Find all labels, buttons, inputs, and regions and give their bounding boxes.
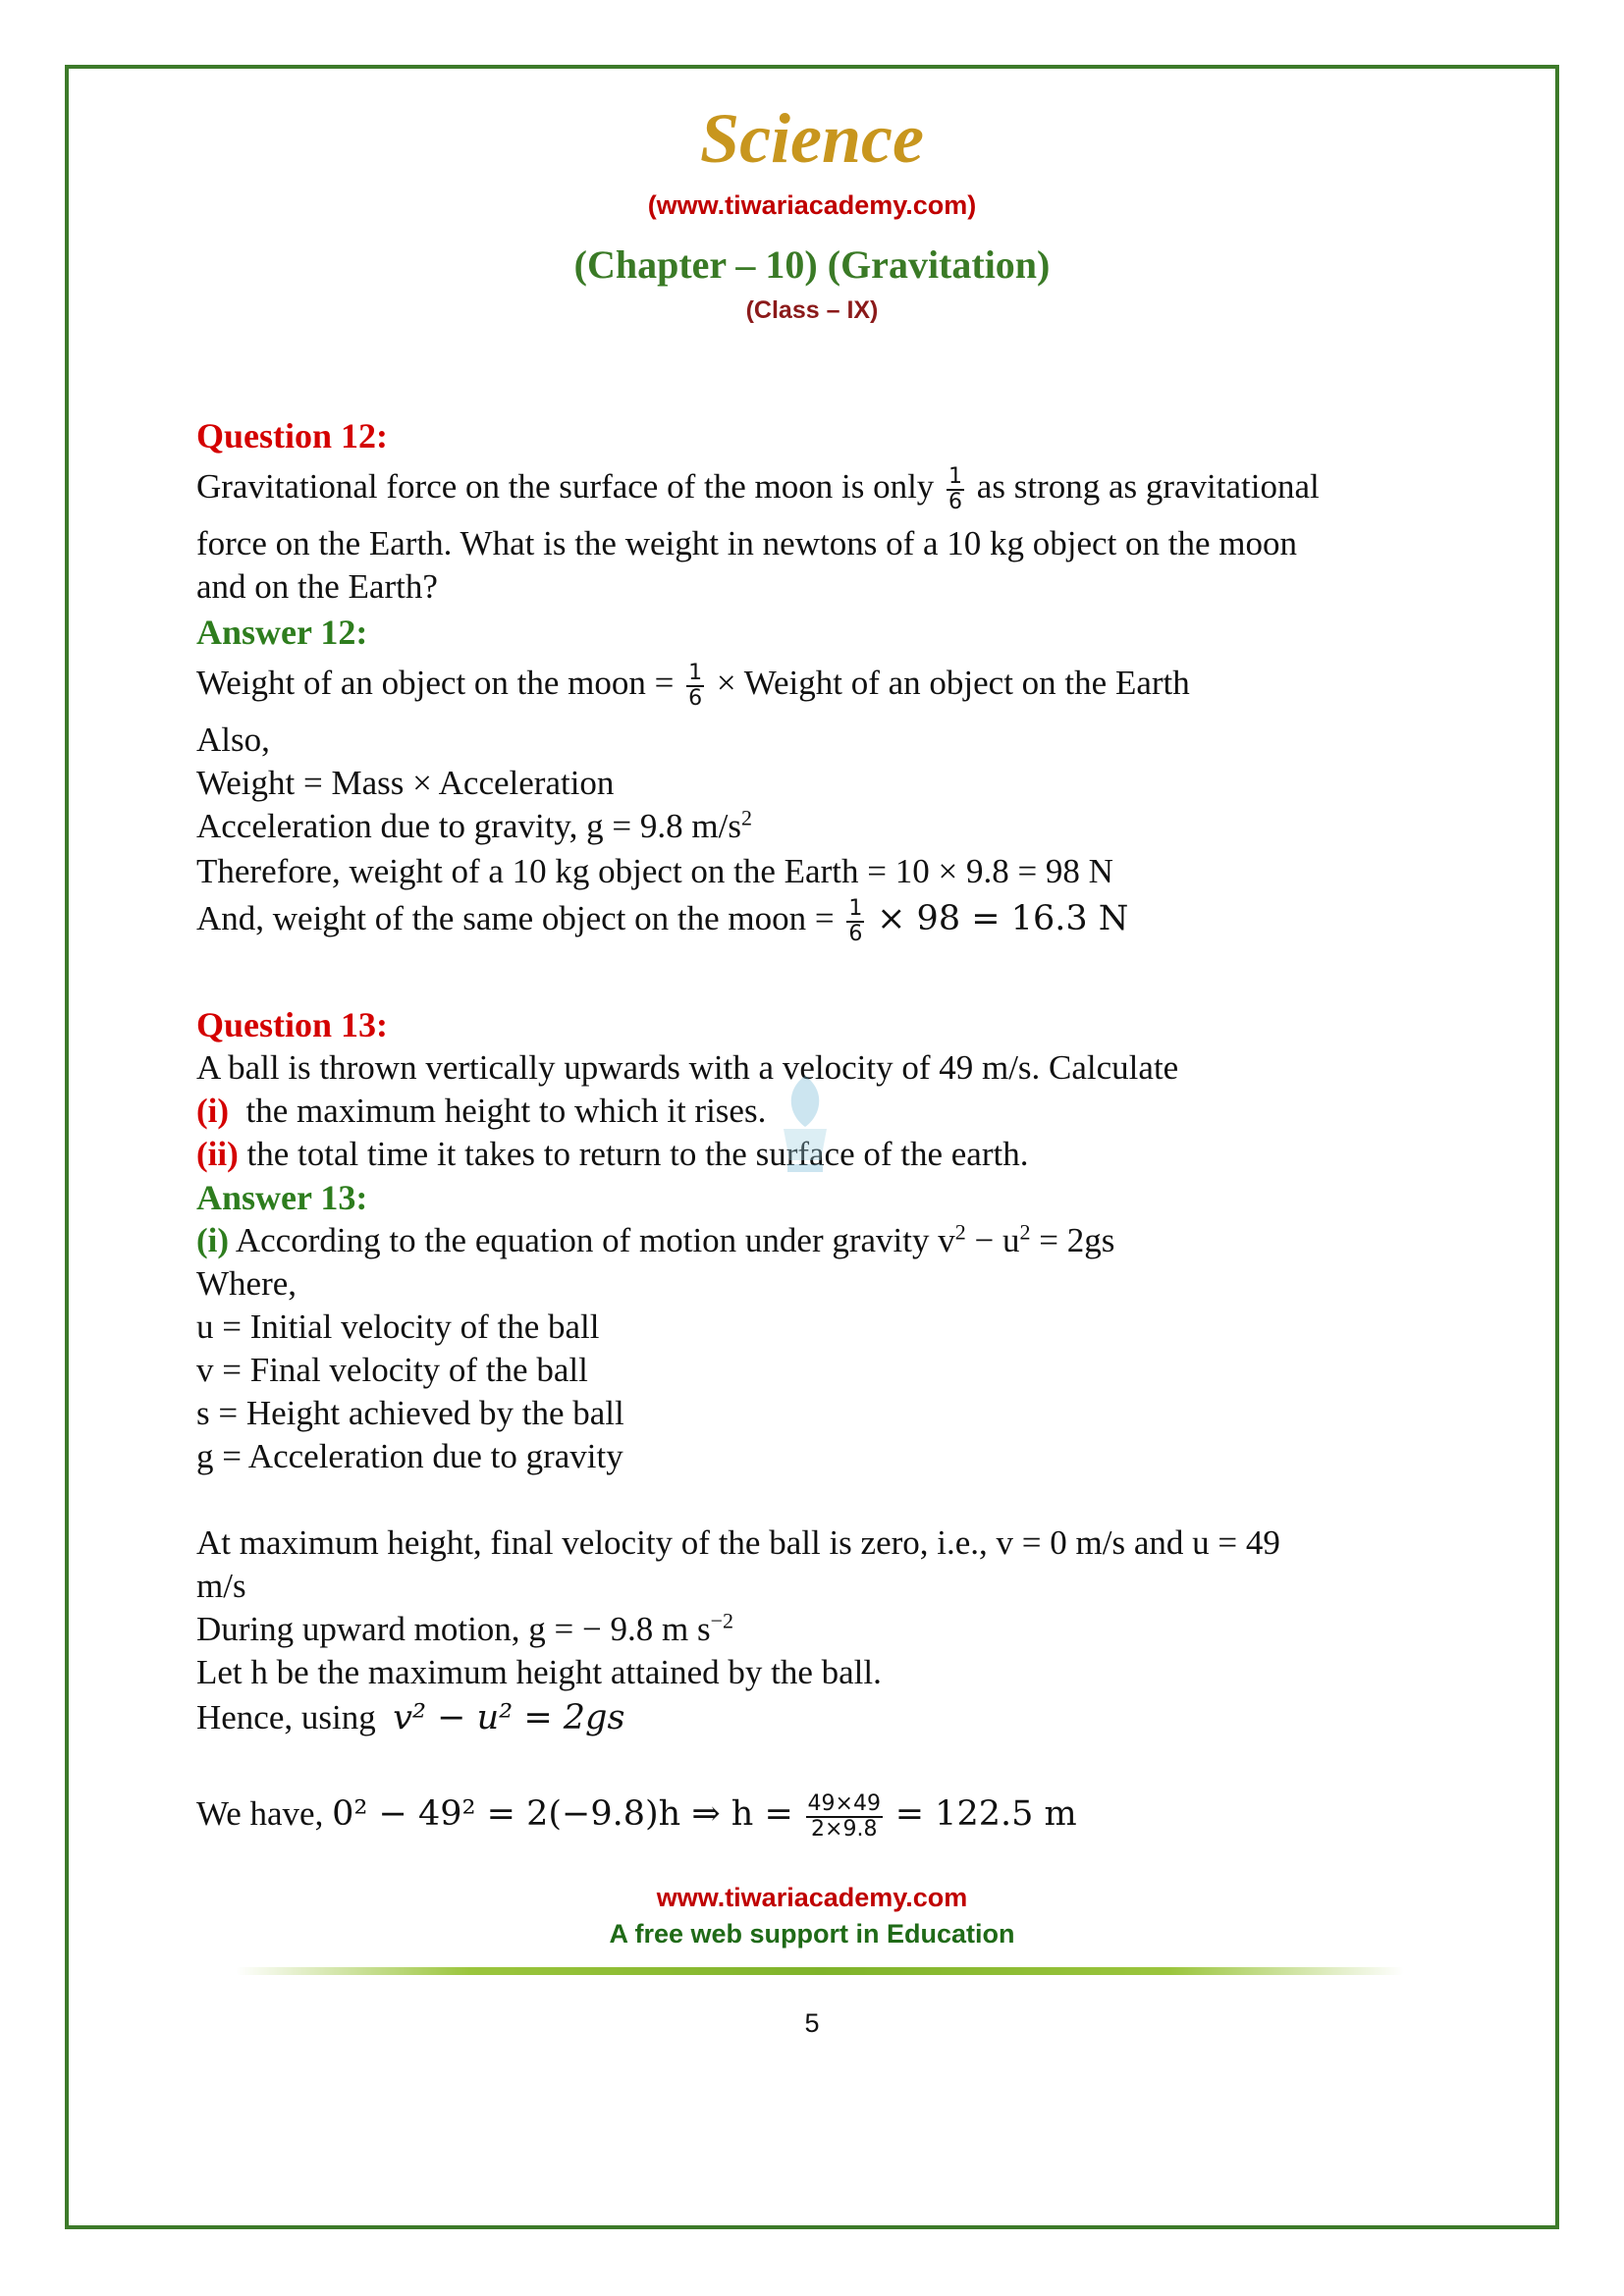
part-i-text: the maximum height to which it rises. — [245, 1092, 767, 1130]
question-12-text-a: Gravitational force on the surface of the moon is only — [196, 467, 935, 507]
max-height-line-2: m/s — [196, 1567, 246, 1605]
let-h-line: Let h be the maximum height attained by the ball. — [196, 1653, 882, 1691]
footer-tagline: A free web support in Education — [609, 1919, 1015, 1949]
where-label: Where, — [196, 1264, 298, 1303]
upward-text: During upward motion, g = − 9.8 m s — [196, 1610, 711, 1648]
footer-divider — [236, 1967, 1404, 1975]
part-ii-text: the total time it takes to return to the surface of the earth. — [246, 1135, 1029, 1173]
answer-12-moon-result: × 98 = 16.3 N — [877, 899, 1129, 939]
chapter-heading: (Chapter – 10) (Gravitation) — [573, 242, 1051, 287]
gravity-text: Acceleration due to gravity, g = 9.8 m/s — [196, 807, 741, 845]
answer-12-line-1 — [196, 662, 1190, 711]
fraction-numerator: 1 — [848, 896, 863, 921]
fraction-numerator: 1 — [948, 464, 963, 489]
fraction-one-sixth — [846, 897, 864, 946]
height-fraction — [806, 1792, 883, 1842]
fraction-one-sixth — [686, 662, 704, 711]
part-i-label: (i) — [196, 1221, 230, 1259]
watermark-logo-icon — [766, 1070, 844, 1178]
superscript: −2 — [710, 1608, 734, 1633]
answer-12-line-3: Weight = Mass × Acceleration — [196, 764, 615, 802]
question-13-part-ii — [196, 1133, 1028, 1176]
part-i-label: (i) — [196, 1092, 230, 1130]
question-13-part-i — [196, 1090, 766, 1133]
superscript: 2 — [954, 1219, 966, 1245]
fraction-denominator: 6 — [848, 922, 863, 946]
upward-motion-line — [196, 1608, 733, 1651]
superscript: 2 — [740, 805, 752, 830]
question-12-heading: Question 12: — [196, 416, 389, 455]
page-number: 5 — [804, 2008, 820, 2038]
answer-12-line-4 — [196, 805, 752, 848]
s-definition: s = Height achieved by the ball — [196, 1394, 624, 1432]
question-12-line-3: and on the Earth? — [196, 567, 438, 606]
equation-mid: − u — [965, 1221, 1020, 1259]
g-definition: g = Acceleration due to gravity — [196, 1437, 623, 1475]
part-ii-label: (ii) — [196, 1135, 239, 1173]
v-definition: v = Final velocity of the ball — [196, 1351, 588, 1389]
equation-end: = 2gs — [1030, 1221, 1115, 1259]
hence-line — [196, 1696, 624, 1739]
question-12-line-1 — [196, 465, 1320, 514]
superscript: 2 — [1019, 1219, 1031, 1245]
question-13-heading: Question 13: — [196, 1005, 389, 1044]
answer-12-heading: Answer 12: — [196, 613, 368, 652]
hence-equation: v² − u² = 2gs — [393, 1698, 625, 1737]
u-definition: u = Initial velocity of the ball — [196, 1308, 600, 1346]
height-equation-left: 0² − 49² = 2(−9.8)h ⇒ h = — [332, 1794, 793, 1835]
height-equation-result: = 122.5 m — [894, 1794, 1077, 1835]
answer-13-heading: Answer 13: — [196, 1178, 368, 1217]
fraction-denominator: 2×9.8 — [811, 1817, 878, 1842]
answer-12-line-2: Also, — [196, 721, 270, 759]
fraction-one-sixth — [947, 465, 964, 514]
answer-12-moon-text: And, weight of the same object on the moon = — [196, 899, 835, 938]
fraction-denominator: 6 — [688, 686, 703, 711]
fraction-denominator: 6 — [948, 490, 963, 514]
question-12-line-2: force on the Earth. What is the weight in newtons of a 10 kg object on the moon — [196, 524, 1298, 562]
answer-12-line-5: Therefore, weight of a 10 kg object on the Earth = 10 × 9.8 = 98 N — [196, 852, 1113, 890]
we-have-text: We have, — [196, 1794, 324, 1834]
answer-12-line-6 — [196, 897, 1128, 946]
answer-12-text-a: Weight of an object on the moon = — [196, 664, 675, 703]
max-height-line-1: At maximum height, final velocity of the ball is zero, i.e., v = 0 m/s and u = 49 — [196, 1523, 1280, 1562]
question-12-text-b: as strong as gravitational — [976, 467, 1320, 507]
answer-13-line-1 — [196, 1219, 1114, 1262]
page-title: Science — [700, 99, 924, 178]
fraction-numerator: 49×49 — [807, 1791, 881, 1816]
class-label: (Class – IX) — [745, 296, 879, 324]
equation-intro: According to the equation of motion under gravity v — [235, 1221, 955, 1259]
answer-12-text-b: × Weight of an object on the Earth — [716, 664, 1190, 703]
hence-text: Hence, using — [196, 1698, 376, 1736]
header-url: (www.tiwariacademy.com) — [647, 190, 977, 220]
we-have-line — [196, 1792, 1077, 1842]
question-13-line-1: A ball is thrown vertically upwards with a velocity of 49 m/s. Calculate — [196, 1048, 1179, 1087]
fraction-numerator: 1 — [688, 661, 703, 685]
footer-url: www.tiwariacademy.com — [656, 1883, 968, 1912]
